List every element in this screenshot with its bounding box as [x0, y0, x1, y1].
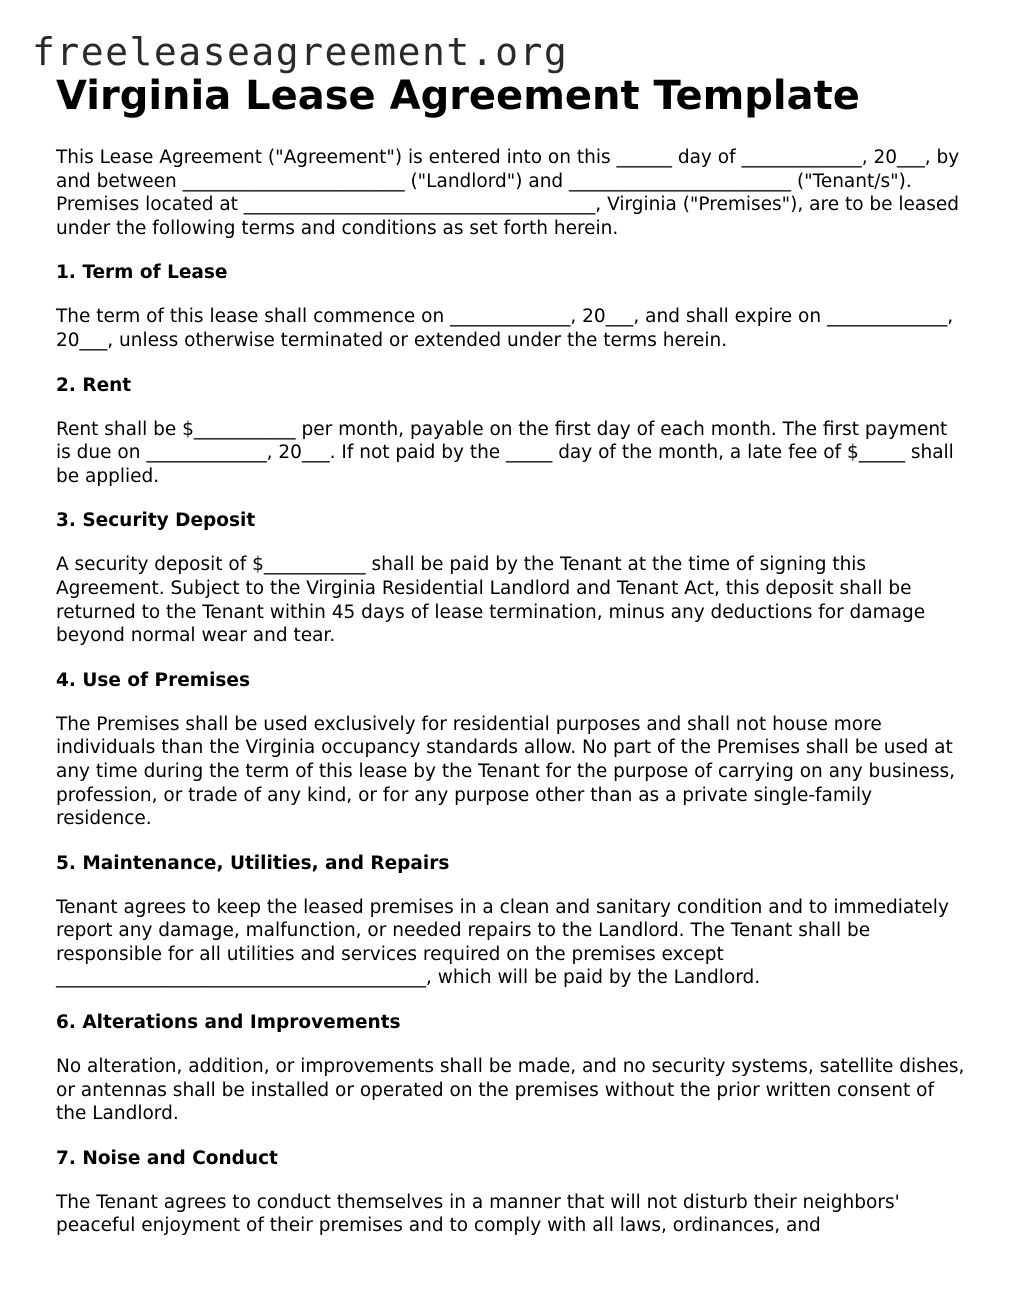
section-heading: 3. Security Deposit — [56, 510, 256, 532]
section-body: The term of this lease shall commence on _____________, 20___, and shall expire on _____________, 20___, unless otherwise terminated or extended under the terms herein. — [56, 306, 954, 351]
section-maintenance-utilities-repairs — [56, 852, 966, 990]
section-security-deposit — [56, 509, 966, 647]
section-heading: 2. Rent — [56, 374, 132, 396]
section-use-of-premises — [56, 669, 966, 831]
document-title: Virginia Lease Agreement Template — [56, 73, 860, 119]
section-heading: 7. Noise and Conduct — [56, 1147, 278, 1169]
section-body: Rent shall be $___________ per month, payable on the first day of each month. The first payment is due on _____________, 20___. If not paid by the _____ day of the month, a late fee of $_____ shall be applied. — [56, 418, 954, 487]
section-rent — [56, 374, 966, 489]
section-body: The Tenant agrees to conduct themselves in a manner that will not disturb their neighbors' peaceful enjoyment of their premises and to comply with all laws, ordinances, and — [56, 1191, 900, 1237]
section-heading: 1. Term of Lease — [56, 262, 228, 284]
section-heading: 6. Alterations and Improvements — [56, 1012, 401, 1034]
section-noise-conduct — [56, 1147, 966, 1238]
section-body: No alteration, addition, or improvements shall be made, and no security systems, satellite dishes, or antennas shall be installed or operated on the premises without the prior written consent of the Landlord. — [56, 1056, 965, 1125]
section-heading: 4. Use of Premises — [56, 669, 250, 691]
site-watermark: freeleaseagreement.org — [32, 30, 569, 74]
section-alterations-improvements — [56, 1011, 966, 1126]
section-heading: 5. Maintenance, Utilities, and Repairs — [56, 852, 450, 874]
section-body: The Premises shall be used exclusively for residential purposes and shall not house more individuals than the Virginia occupancy standards allow. No part of the Premises shall be used at any time during the term of this lease by the Tenant for the purpose of carrying on any business, profession, or trade of any kind, or for any purpose other than as a private single-family residence. — [56, 713, 956, 830]
section-body: A security deposit of $___________ shall be paid by the Tenant at the time of signing this Agreement. Subject to the Virginia Residential Landlord and Tenant Act, this deposit shall be returned to the Tenant within 45 days of lease termination, minus any deductions for damage beyond normal wear and tear. — [56, 554, 926, 647]
section-term-of-lease — [56, 261, 966, 352]
intro-paragraph: This Lease Agreement ("Agreement") is entered into on this ______ day of _____________, 20___, by and between ________________________ ("Landlord") and ________________________ ("Tenant/s"). Premises located at ______________________________________, Virginia ("Premises"), are to be leased under the following terms and conditions as set forth herein. — [56, 147, 960, 239]
section-body: Tenant agrees to keep the leased premises in a clean and sanitary condition and to immediately report any damage, malfunction, or needed repairs to the Landlord. The Tenant shall be responsible for all utilities and services required on the premises except ________________________________________, which will be paid by the Landlord. — [56, 896, 949, 989]
document-body — [56, 72, 966, 1238]
